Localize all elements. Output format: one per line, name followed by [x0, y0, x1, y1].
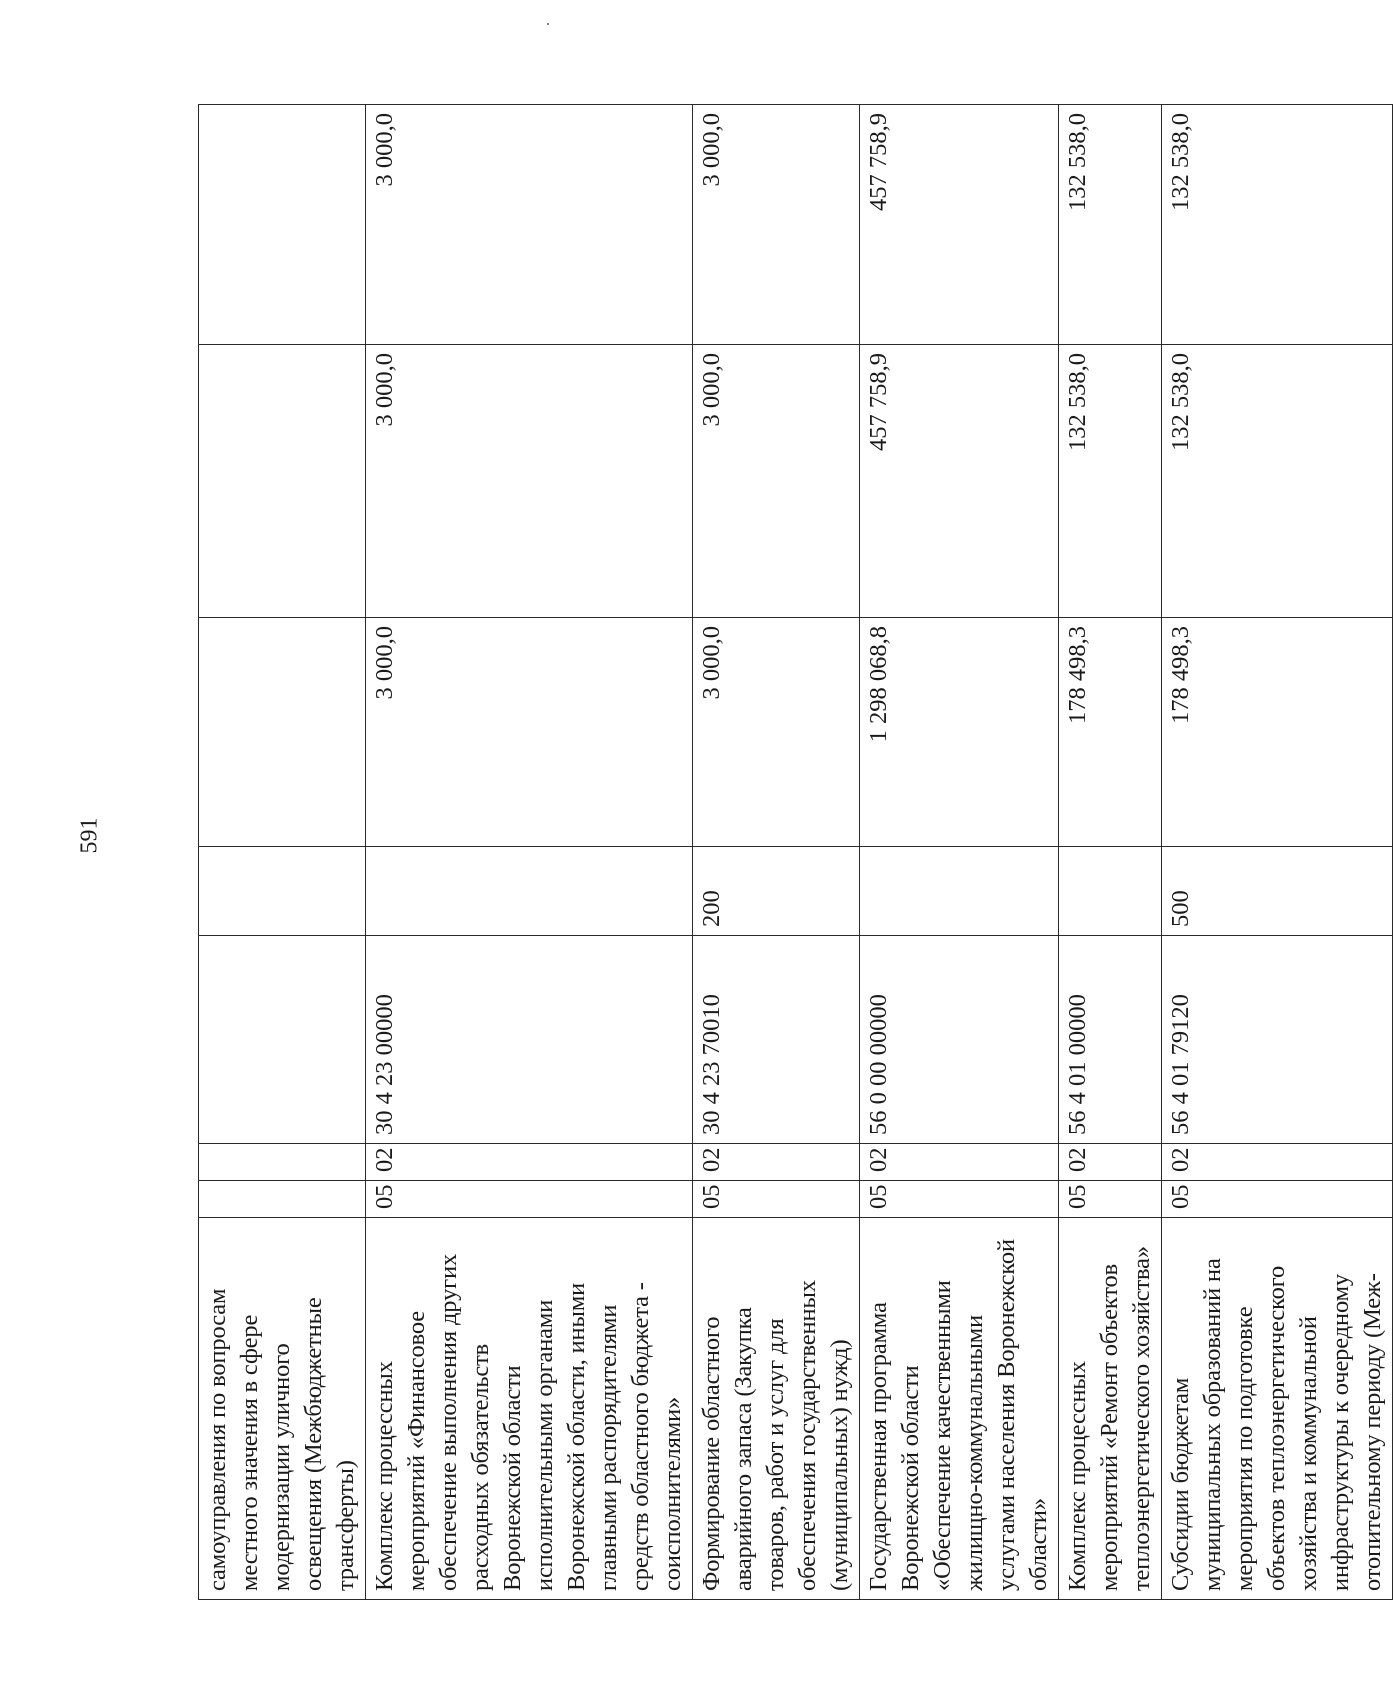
row-expense-type	[860, 847, 1059, 936]
row-section	[199, 1181, 366, 1218]
row-section: 05	[1162, 1181, 1393, 1218]
row-target-article	[199, 936, 366, 1144]
row-name: Комплекс процессных мероприятий «Ремонт объектов теплоэнергетического хозяйства»	[1059, 1218, 1162, 1600]
row-subsection: 02	[693, 1144, 860, 1181]
table-row	[366, 105, 693, 1600]
row-subsection: 02	[366, 1144, 693, 1181]
row-target-article: 30 4 23 00000	[366, 936, 693, 1144]
row-amount-year1: 1 298 068,8	[860, 618, 1059, 847]
row-name: самоуправления по вопросам местного значения в сфере модернизации уличного освещения (Межбюджетные трансферты)	[199, 1218, 366, 1600]
row-amount-year1	[199, 618, 366, 847]
table-row	[693, 105, 860, 1600]
row-subsection: 02	[1059, 1144, 1162, 1181]
row-expense-type	[1059, 847, 1162, 936]
row-amount-year3: 457 758,9	[860, 105, 1059, 345]
table-row	[1059, 105, 1162, 1600]
row-name: Государственная программа Воронежской области «Обеспечение качественными жилищно-коммунальными услугами населения Воронежской области»	[860, 1218, 1059, 1600]
budget-table-sheet	[198, 105, 1386, 1600]
row-expense-type: 200	[693, 847, 860, 936]
page-number: 591	[76, 817, 103, 854]
row-amount-year3	[199, 105, 366, 345]
row-subsection: 02	[860, 1144, 1059, 1181]
row-amount-year3: 3 000,0	[693, 105, 860, 345]
row-section: 05	[860, 1181, 1059, 1218]
row-amount-year1: 178 498,3	[1162, 618, 1393, 847]
row-name: Комплекс процессных мероприятий «Финансовое обеспечение выполнения других расходных обязательств Воронежской области исполнительными органами Воронежской области, иными главными распорядителями средств областного бюджета - соисполнителями»	[366, 1218, 693, 1600]
row-amount-year1: 178 498,3	[1059, 618, 1162, 847]
row-subsection	[199, 1144, 366, 1181]
row-amount-year2	[199, 345, 366, 618]
row-subsection: 02	[1162, 1144, 1393, 1181]
row-expense-type	[366, 847, 693, 936]
row-target-article: 30 4 23 70010	[693, 936, 860, 1144]
row-target-article: 56 0 00 00000	[860, 936, 1059, 1144]
row-amount-year2: 3 000,0	[366, 345, 693, 618]
budget-table	[198, 104, 1393, 1600]
row-name: Формирование областного аварийного запаса (Закупка товаров, работ и услуг для обеспечения государственных (муниципальных) нужд)	[693, 1218, 860, 1600]
table-row	[199, 105, 366, 1600]
row-name: Субсидии бюджетам муниципальных образований на мероприятия по подготовке объектов теплоэнергетического хозяйства и коммунальной инфраструктуры к очередному отопительному периоду (Меж-	[1162, 1218, 1393, 1600]
scan-speck	[547, 23, 549, 25]
row-amount-year1: 3 000,0	[693, 618, 860, 847]
row-target-article: 56 4 01 00000	[1059, 936, 1162, 1144]
row-amount-year3: 3 000,0	[366, 105, 693, 345]
row-amount-year3: 132 538,0	[1059, 105, 1162, 345]
row-amount-year2: 3 000,0	[693, 345, 860, 618]
row-amount-year2: 132 538,0	[1162, 345, 1393, 618]
row-section: 05	[693, 1181, 860, 1218]
row-target-article: 56 4 01 79120	[1162, 936, 1393, 1144]
row-section: 05	[1059, 1181, 1162, 1218]
row-amount-year2: 457 758,9	[860, 345, 1059, 618]
row-expense-type: 500	[1162, 847, 1393, 936]
table-row	[860, 105, 1059, 1600]
row-section: 05	[366, 1181, 693, 1218]
row-amount-year1: 3 000,0	[366, 618, 693, 847]
row-expense-type	[199, 847, 366, 936]
row-amount-year2: 132 538,0	[1059, 345, 1162, 618]
row-amount-year3: 132 538,0	[1162, 105, 1393, 345]
table-row	[1162, 105, 1393, 1600]
